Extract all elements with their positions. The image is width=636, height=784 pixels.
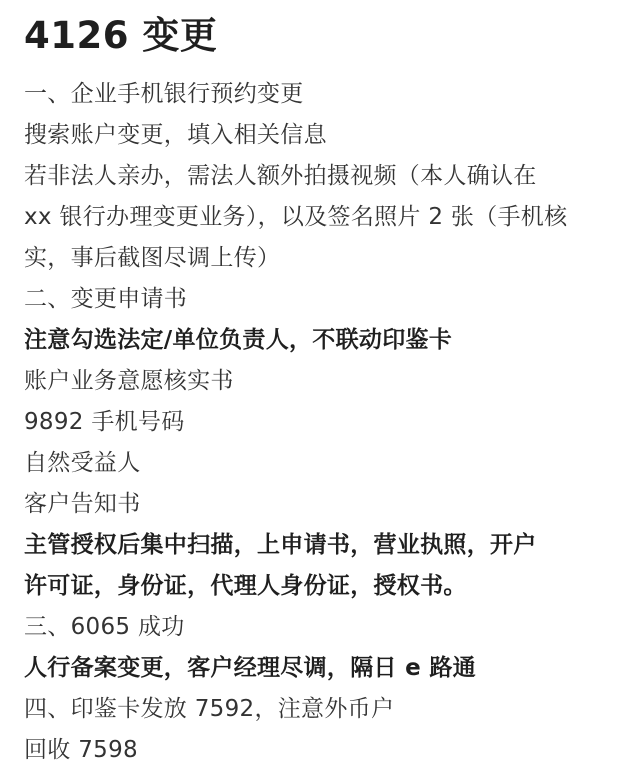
note-line: 三、6065 成功 [24,614,185,640]
note-title: 4126 变更 [24,14,218,57]
note-line: 四、印鉴卡发放 7592，注意外币户 [24,696,395,722]
note-line: xx 银行办理变更业务），以及签名照片 2 张（手机核 [24,204,568,230]
note-line: 搜索账户变更，填入相关信息 [24,122,327,148]
note-line: 回收 7598 [24,737,138,763]
note-line: 一、企业手机银行预约变更 [24,81,304,107]
note-line: 许可证，身份证，代理人身份证，授权书。 [24,573,467,599]
note-line: 若非法人亲办，需法人额外拍摄视频（本人确认在 [24,163,537,189]
note-line: 二、变更申请书 [24,286,188,312]
note-body [24,74,612,771]
note-line: 账户业务意愿核实书 [24,368,234,394]
note-line: 主管授权后集中扫描，上申请书，营业执照，开户 [24,532,537,558]
note-line: 9892 手机号码 [24,409,185,435]
note-line: 客户告知书 [24,491,141,517]
note-line: 实，事后截图尽调上传） [24,245,281,271]
note-line: 人行备案变更，客户经理尽调，隔日 e 路通 [24,655,476,681]
note-line: 注意勾选法定/单位负责人，不联动印鉴卡 [24,327,453,353]
note-line: 自然受益人 [24,450,141,476]
